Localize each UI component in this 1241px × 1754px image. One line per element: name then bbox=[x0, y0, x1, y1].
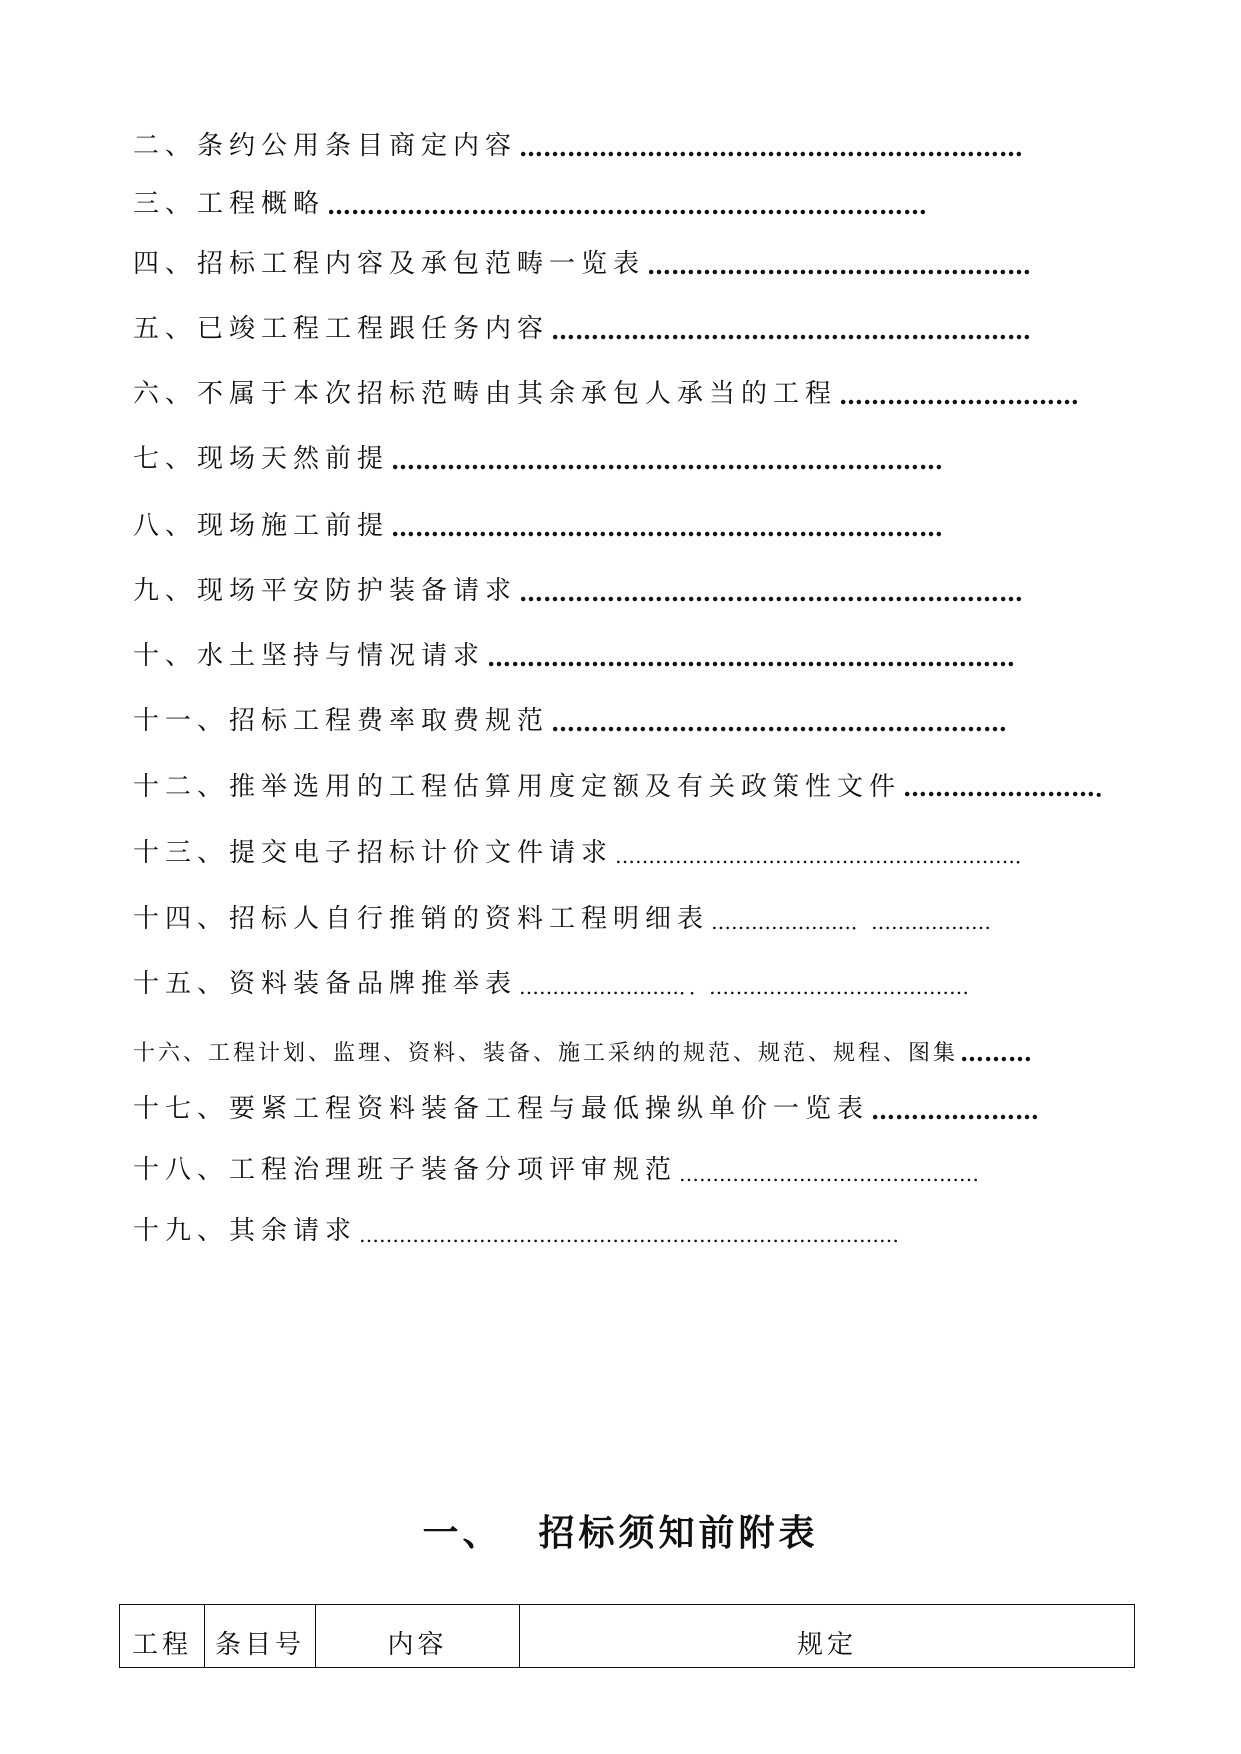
section-heading bbox=[0, 1505, 1241, 1556]
toc-item: 十五、 资料装备品牌推举表 ……………………．．………………………………… bbox=[133, 969, 970, 999]
toc-item: 十二、 推举选用的工程估算用度定额及有关政策性文件 ……………………． bbox=[133, 763, 1119, 803]
section-title-text: 招标须知前附表 bbox=[538, 1513, 819, 1554]
toc-leader: ……………………………………………………… bbox=[519, 578, 1024, 607]
toc-item: 四、 招标工程内容及承包范畴一览表 ………………………………………… bbox=[133, 249, 1032, 280]
toc-leader: …………………………………………………… bbox=[551, 316, 1032, 345]
toc-item: 十七、 要紧工程资料装备工程与最低操纵单价一览表 ………………… bbox=[133, 1094, 1040, 1125]
column-header-provision: 规定 bbox=[520, 1605, 1135, 1668]
toc-item: 十、 水土坚持与情况请求 ………………………………………………………… bbox=[133, 641, 1016, 672]
toc-leader: ………………………………………………………………… bbox=[327, 191, 928, 220]
toc-leader: ……… bbox=[960, 1038, 1033, 1067]
toc-leader: ………………………………………………… bbox=[551, 708, 1008, 737]
toc-item: 五、 已竣工程工程跟任务内容 …………………………………………………… bbox=[133, 314, 1032, 345]
toc-item: 十四、 招标人自行推销的资料工程明细表 …………………．……………… bbox=[133, 904, 992, 934]
toc-item: 七、 现场天然前提 …………………………………………………………… bbox=[133, 444, 944, 475]
toc-leader: …………………………………………………………… bbox=[391, 446, 944, 475]
toc-item: 十九、 其余请求 ……………………………………………………………………… bbox=[133, 1216, 900, 1247]
toc-leader: ………………………………………………………… bbox=[487, 643, 1016, 672]
toc-leader: ……………………………………………………………………… bbox=[359, 1223, 900, 1247]
toc-item: 八、 现场施工前提 …………………………………………………………… bbox=[133, 511, 944, 542]
toc-leader: ……………………………………………………． bbox=[615, 844, 1036, 868]
toc-leader: ……………………………………… bbox=[679, 1162, 980, 1186]
table-header-row bbox=[120, 1605, 1135, 1668]
toc-item: 六、 不属于本次招标范畴由其余承包人承当的工程 ………………………… bbox=[133, 379, 1080, 410]
toc-item: 三、 工程概略 ………………………………………………………………… bbox=[133, 189, 928, 220]
toc-item: 十六、 工程计划、监理、资料、装备、施工采纳的规范、规范、规程、图集 ……… bbox=[133, 1038, 1033, 1067]
column-header-content: 内容 bbox=[316, 1605, 520, 1668]
toc-leader: ………………………………………… bbox=[647, 251, 1032, 280]
toc-item: 二、 条约公用条目商定内容 ……………………………………………………… bbox=[133, 131, 1024, 162]
toc-leader: …………………．……………… bbox=[711, 910, 992, 934]
toc-item: 九、 现场平安防护装备请求 ……………………………………………………… bbox=[133, 576, 1024, 607]
toc-leader: ………………… bbox=[871, 1096, 1040, 1125]
appendix-table bbox=[119, 1604, 1135, 1668]
column-header-clause-number: 条目号 bbox=[205, 1605, 316, 1668]
toc-leader: ……………………………………………………… bbox=[519, 133, 1024, 162]
toc-leader: …………………………………………………………… bbox=[391, 513, 944, 542]
section-number: 一、 bbox=[422, 1513, 503, 1554]
toc-leader: ………………………… bbox=[839, 381, 1080, 410]
column-header-project: 工程 bbox=[120, 1605, 205, 1668]
toc-item: 十八、 工程治理班子装备分项评审规范 ……………………………………… bbox=[133, 1155, 980, 1186]
toc-item: 十三、 提交电子招标计价文件请求 ……………………………………………………． bbox=[133, 838, 1036, 868]
toc-leader: ……………………．．………………………………… bbox=[519, 975, 970, 999]
toc-item: 十一、 招标工程费率取费规范 ………………………………………………… bbox=[133, 706, 1008, 737]
toc-leader: ……………………． bbox=[903, 773, 1120, 802]
